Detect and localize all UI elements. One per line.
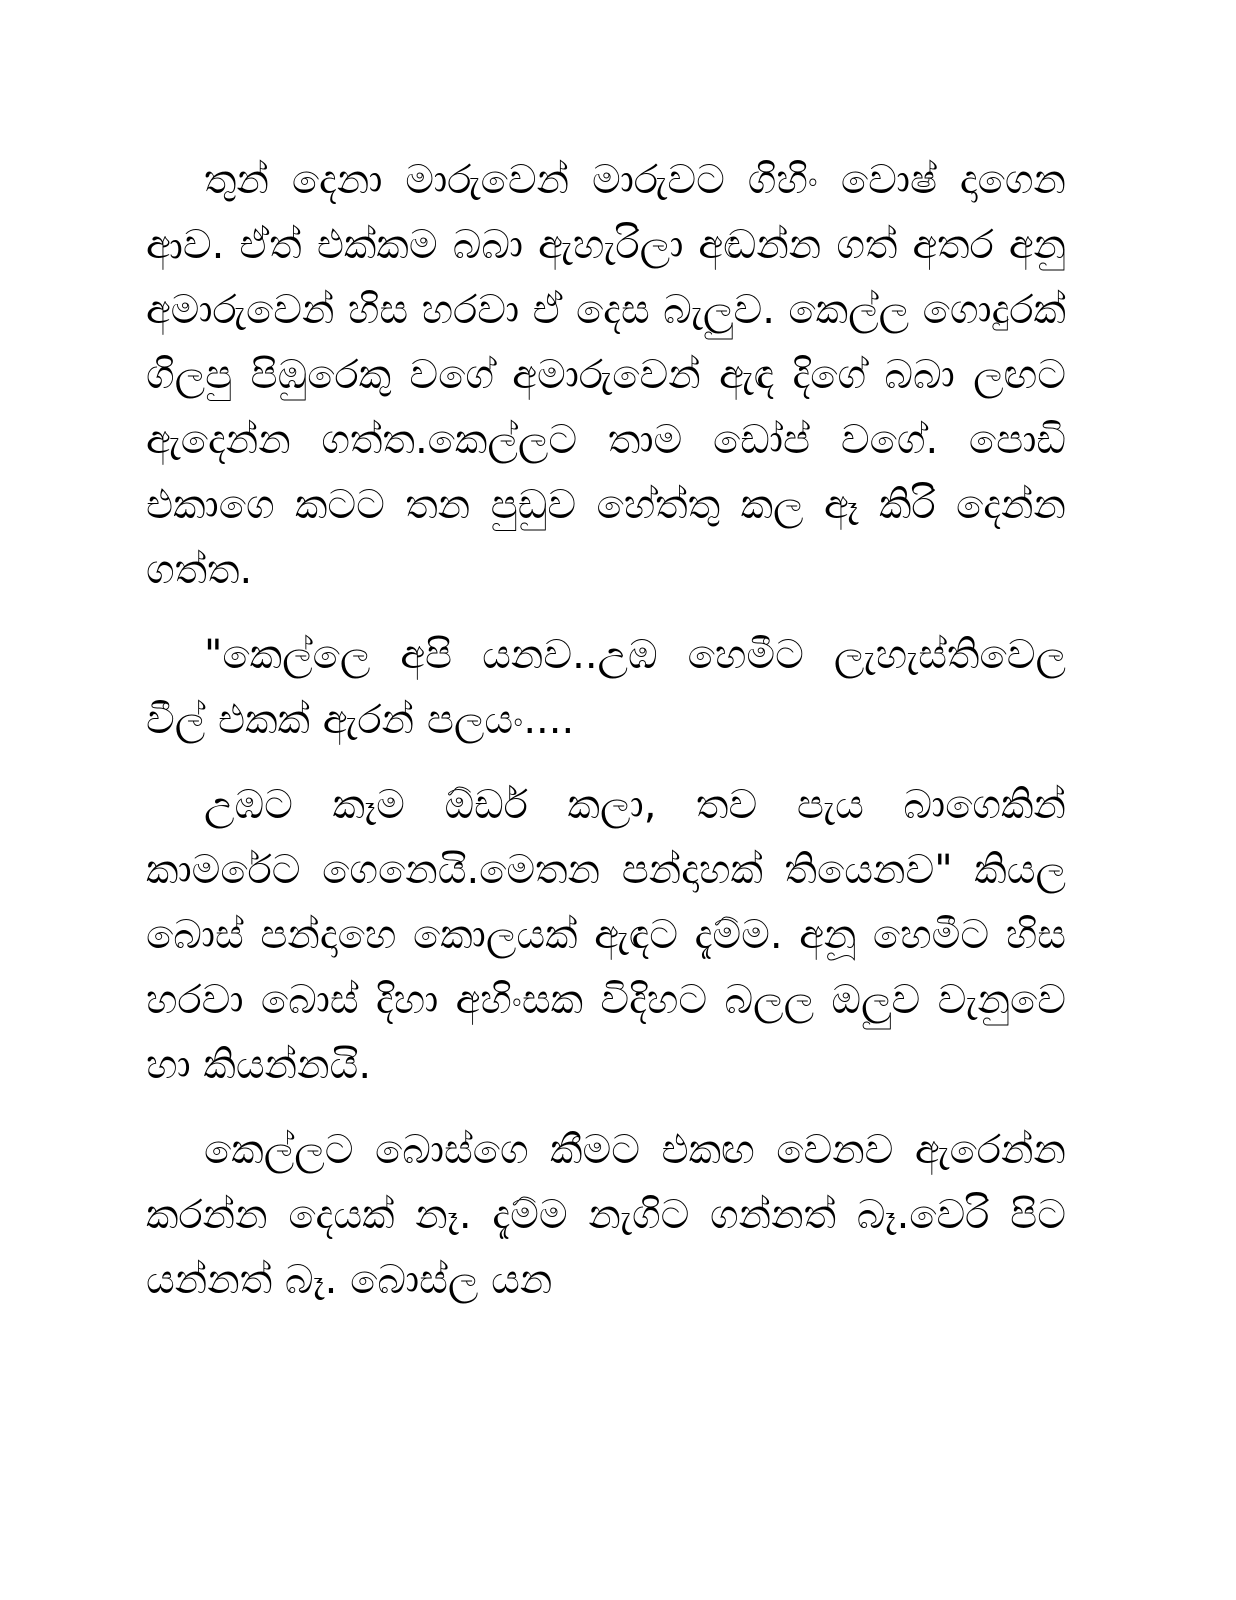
- paragraph-3: උඹට කෑම ඕඩර් කලා, තව පැය බාගෙකින් කාමරේට ගෙනෙයි.මෙතන පන්දාහක් තියෙනව" කියල බොස් පන්දාහෙ කොලයක් ඇඳට දැම්ම. අනූ හෙමීට හිස හරවා බොස් දිහා අහිංසක විදිහට බලල ඔලුව වැනුවෙ හා කියන්නයි.: [146, 782, 1066, 1088]
- paragraph-2: "කෙල්ලෙ අපි යනව..උඹ හෙමීට ලැහැස්තිවෙල වීල් එකක් ඇරන් පලයං....: [146, 632, 1066, 743]
- paragraph-4: කෙල්ලට බොස්ගෙ කීමට එකඟ වෙනව ඇරෙන්න කරන්න දෙයක් නෑ. දැම්ම නැගිට ගන්නත් බෑ.වෙරි පිට යන්නත් බෑ. බොස්ල යන: [146, 1127, 1066, 1303]
- body-text: [146, 148, 1066, 1333]
- paragraph-1: තුන් දෙනා මාරුවෙන් මාරුවට ගිහිං වොෂ් දාගෙන ආව. ඒත් එක්කම බබා ඇහැරිලා අඬන්න ගත් අතර අනු අමාරුවෙන් හිස හරවා ඒ දෙස බැලුව. කෙල්ල ගොදුරක් ගිලපු පිඹුරෙකු වගේ අමාරුවෙන් ඇඳ දිගේ බබා ලඟට ඇදෙන්න ගත්ත.කෙල්ලට තාම ඩෝප් වගේ. පොඩි එකාගෙ කටට තන පුඩුව හේත්තු කල ඈ කිරි දෙන්න ගත්ත.: [146, 157, 1066, 593]
